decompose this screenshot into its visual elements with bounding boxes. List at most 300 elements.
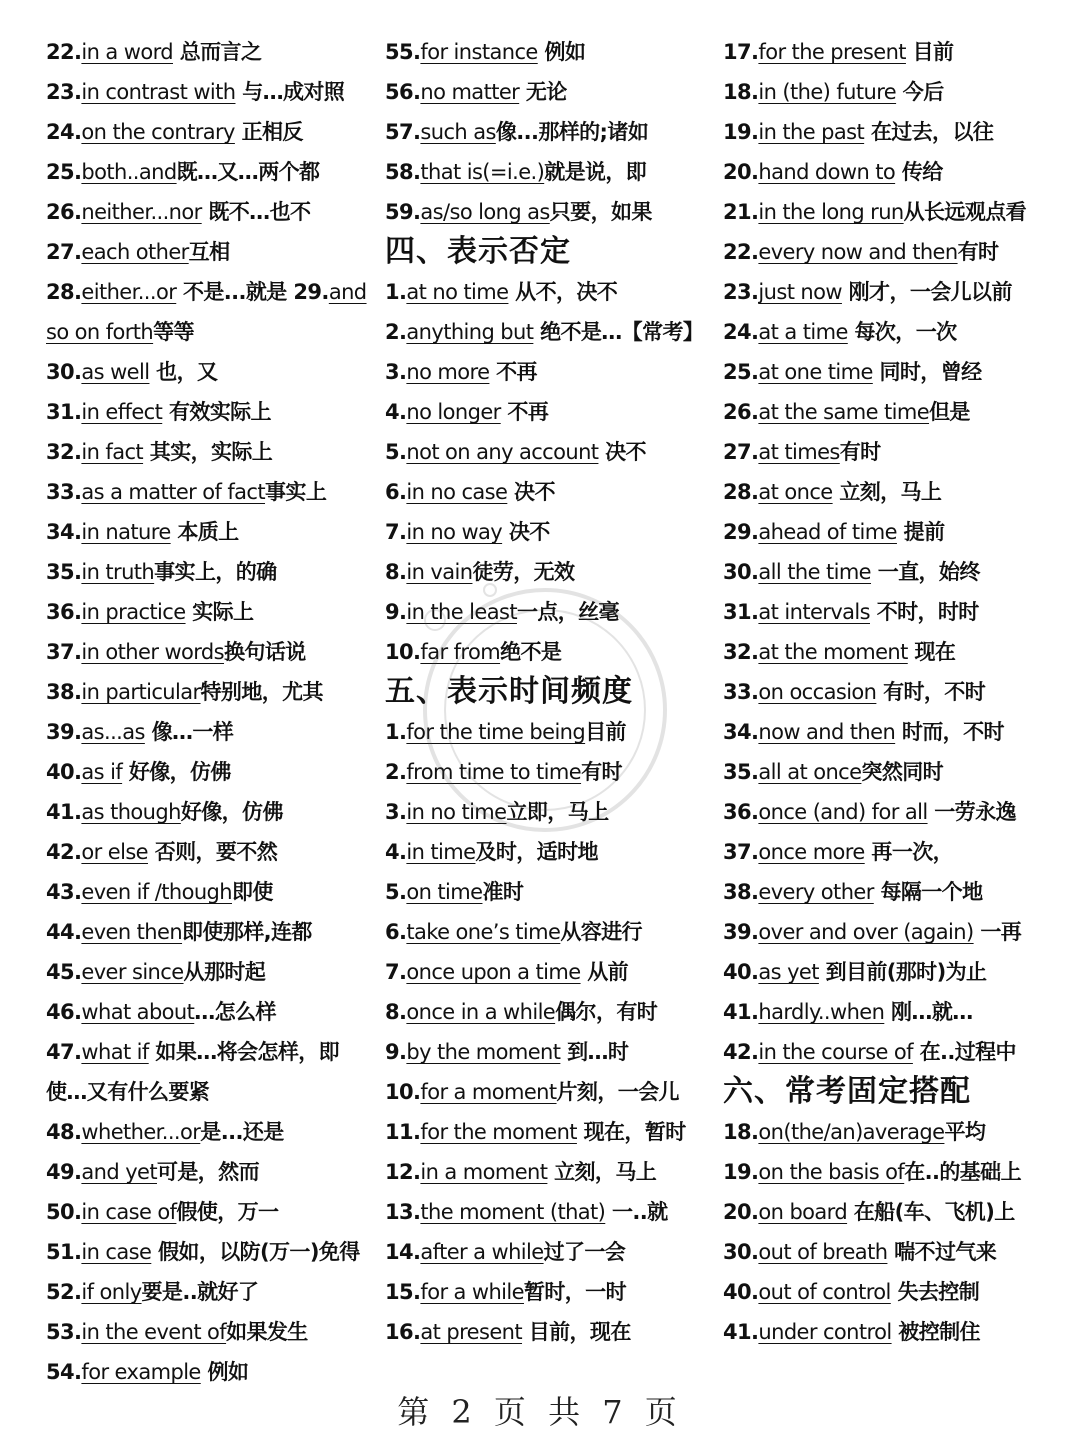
english-phrase: either...or bbox=[81, 280, 177, 304]
chinese-meaning: 不时，时时 bbox=[870, 600, 979, 624]
english-phrase: not on any account bbox=[406, 440, 599, 464]
entry-number: 27. bbox=[46, 240, 82, 264]
english-phrase: in a moment bbox=[420, 1160, 548, 1184]
chinese-meaning: 例如 bbox=[200, 1360, 249, 1384]
entry-number: 52. bbox=[46, 1280, 82, 1304]
entry-number: 37. bbox=[723, 840, 759, 864]
chinese-meaning: 有时 bbox=[839, 440, 881, 464]
english-phrase: on time bbox=[406, 880, 483, 904]
chinese-meaning: 有时，不时 bbox=[876, 680, 986, 704]
chinese-meaning: 片刻，一会儿 bbox=[556, 1080, 679, 1104]
english-phrase: each other bbox=[81, 240, 189, 264]
chinese-meaning: 今后 bbox=[896, 80, 944, 104]
chinese-meaning: 决不 bbox=[598, 440, 646, 464]
entry-number: 36. bbox=[46, 600, 82, 624]
phrase-entry bbox=[385, 1192, 715, 1232]
chinese-meaning: 不再 bbox=[489, 360, 537, 384]
phrase-entry bbox=[385, 1152, 715, 1192]
english-phrase: at times bbox=[758, 440, 840, 464]
chinese-meaning: 徒劳，无效 bbox=[472, 560, 575, 584]
chinese-meaning: 提前 bbox=[896, 520, 945, 544]
chinese-meaning: 从长远观点看 bbox=[903, 200, 1027, 224]
chinese-meaning: 平均 bbox=[944, 1120, 986, 1144]
phrase-entry bbox=[723, 272, 1068, 312]
chinese-meaning: 每隔一个地 bbox=[873, 880, 983, 904]
chinese-meaning: 到目前(那时)为止 bbox=[818, 960, 987, 984]
entry-number: 1. bbox=[385, 280, 407, 304]
chinese-meaning: 准时 bbox=[482, 880, 524, 904]
chinese-meaning: 从前 bbox=[580, 960, 629, 984]
entry-number: 41. bbox=[46, 800, 82, 824]
phrase-entry bbox=[46, 1272, 376, 1312]
chinese-meaning: 再一次， bbox=[864, 840, 954, 864]
entry-number: 6. bbox=[385, 480, 407, 504]
entry-number: 46. bbox=[46, 1000, 82, 1024]
english-phrase: far from bbox=[420, 640, 501, 664]
chinese-meaning: 从不，决不 bbox=[508, 280, 618, 304]
chinese-meaning: 一点，丝毫 bbox=[516, 600, 619, 624]
entry-number: 30. bbox=[723, 560, 759, 584]
english-phrase: hardly..when bbox=[758, 1000, 885, 1024]
phrase-entry bbox=[723, 192, 1068, 232]
chinese-meaning: 好像，仿佛 bbox=[180, 800, 283, 824]
entry-number: 39. bbox=[723, 920, 759, 944]
phrase-entry bbox=[723, 312, 1068, 352]
entry-number: 33. bbox=[46, 480, 82, 504]
entry-number: 38. bbox=[723, 880, 759, 904]
chinese-meaning: 有时 bbox=[957, 240, 999, 264]
entry-number: 57. bbox=[385, 120, 421, 144]
english-phrase: as a matter of fact bbox=[81, 480, 266, 504]
phrase-entry bbox=[385, 392, 715, 432]
phrase-entry bbox=[723, 552, 1068, 592]
chinese-meaning: 可是，然而 bbox=[156, 1160, 259, 1184]
english-phrase: in practice bbox=[81, 600, 186, 624]
entry-number: 42. bbox=[46, 840, 82, 864]
chinese-meaning: 时而，不时 bbox=[895, 720, 1004, 744]
phrase-entry bbox=[46, 1192, 376, 1232]
english-phrase: under control bbox=[758, 1320, 892, 1344]
entry-number: 8. bbox=[385, 1000, 407, 1024]
entry-number: 36. bbox=[723, 800, 759, 824]
phrase-entry bbox=[723, 792, 1068, 832]
chinese-meaning: 在过去，以往 bbox=[864, 120, 994, 144]
english-phrase: just now bbox=[758, 280, 842, 304]
entry-number: 22. bbox=[46, 40, 82, 64]
chinese-meaning: 及时，适时地 bbox=[475, 840, 598, 864]
entry-number: 32. bbox=[723, 640, 759, 664]
chinese-meaning: 不是...就是 29. bbox=[176, 280, 329, 304]
phrase-entry bbox=[385, 192, 715, 232]
entry-number: 56. bbox=[385, 80, 421, 104]
english-phrase: at intervals bbox=[758, 600, 870, 624]
chinese-meaning: 立即，马上 bbox=[506, 800, 609, 824]
entry-number: 33. bbox=[723, 680, 759, 704]
entry-number: 26. bbox=[723, 400, 759, 424]
english-phrase: anything but bbox=[406, 320, 534, 344]
entry-number: 31. bbox=[723, 600, 759, 624]
chinese-meaning: 否则，要不然 bbox=[147, 840, 278, 864]
english-phrase: take one’s time bbox=[406, 920, 561, 944]
entry-number: 24. bbox=[46, 120, 82, 144]
phrase-entry bbox=[46, 232, 376, 272]
chinese-meaning: 正相反 bbox=[234, 120, 303, 144]
phrase-entry bbox=[46, 272, 376, 352]
english-phrase: in the long run bbox=[758, 200, 904, 224]
phrase-entry bbox=[385, 752, 715, 792]
phrase-entry bbox=[46, 392, 376, 432]
english-phrase: no more bbox=[406, 360, 490, 384]
phrase-entry bbox=[46, 1032, 376, 1112]
phrase-entry bbox=[723, 1192, 1068, 1232]
chinese-meaning: 总而言之 bbox=[173, 40, 262, 64]
english-phrase: once more bbox=[758, 840, 865, 864]
entry-number: 18. bbox=[723, 80, 759, 104]
phrase-entry bbox=[385, 792, 715, 832]
english-phrase: hand down to bbox=[758, 160, 896, 184]
phrase-entry bbox=[46, 832, 376, 872]
entry-number: 54. bbox=[46, 1360, 82, 1384]
english-phrase: in no time bbox=[406, 800, 507, 824]
phrase-entry bbox=[723, 1032, 1068, 1072]
chinese-meaning: 被控制住 bbox=[891, 1320, 980, 1344]
english-phrase: ahead of time bbox=[758, 520, 897, 544]
entry-number: 24. bbox=[723, 320, 759, 344]
chinese-meaning: 实际上 bbox=[185, 600, 254, 624]
chinese-meaning: 从那时起 bbox=[183, 960, 266, 984]
english-phrase: in case bbox=[81, 1240, 152, 1264]
phrase-entry bbox=[46, 72, 376, 112]
entry-number: 12. bbox=[385, 1160, 421, 1184]
column-1 bbox=[46, 32, 376, 1392]
entry-number: 7. bbox=[385, 960, 407, 984]
chinese-meaning: 现在，暂时 bbox=[576, 1120, 686, 1144]
chinese-meaning: 互相 bbox=[188, 240, 230, 264]
column-2 bbox=[385, 32, 715, 1352]
english-phrase: in no case bbox=[406, 480, 508, 504]
english-phrase: for the time being bbox=[406, 720, 586, 744]
chinese-meaning: 既…又…两个都 bbox=[176, 160, 320, 184]
entry-number: 43. bbox=[46, 880, 82, 904]
chinese-meaning: 一..就 bbox=[605, 1200, 668, 1224]
english-phrase: over and over (again) bbox=[758, 920, 974, 944]
english-phrase: in contrast with bbox=[81, 80, 236, 104]
phrase-entry bbox=[385, 32, 715, 72]
english-phrase: from time to time bbox=[406, 760, 582, 784]
phrase-entry bbox=[385, 512, 715, 552]
entry-number: 6. bbox=[385, 920, 407, 944]
chinese-meaning: 在船(车、飞机)上 bbox=[847, 1200, 1015, 1224]
english-phrase: ever since bbox=[81, 960, 184, 984]
phrase-entry bbox=[385, 872, 715, 912]
phrase-entry bbox=[46, 472, 376, 512]
english-phrase: on the contrary bbox=[81, 120, 235, 144]
english-phrase: as...as bbox=[81, 720, 145, 744]
chinese-meaning: 不再 bbox=[500, 400, 549, 424]
phrase-entry bbox=[385, 1232, 715, 1272]
phrase-entry bbox=[723, 472, 1068, 512]
entry-number: 30. bbox=[723, 1240, 759, 1264]
phrase-entry bbox=[46, 752, 376, 792]
english-phrase: by the moment bbox=[406, 1040, 561, 1064]
chinese-meaning: 每次，一次 bbox=[847, 320, 957, 344]
phrase-entry bbox=[723, 72, 1068, 112]
phrase-entry bbox=[385, 112, 715, 152]
phrase-entry bbox=[723, 872, 1068, 912]
english-phrase: in (the) future bbox=[758, 80, 897, 104]
chinese-meaning: 暂时，一时 bbox=[523, 1280, 626, 1304]
chinese-meaning: 例如 bbox=[537, 40, 586, 64]
phrase-entry bbox=[46, 912, 376, 952]
chinese-meaning: 目前 bbox=[905, 40, 954, 64]
phrase-entry bbox=[385, 1272, 715, 1312]
english-phrase: if only bbox=[81, 1280, 142, 1304]
entry-number: 32. bbox=[46, 440, 82, 464]
english-phrase: on the basis of bbox=[758, 1160, 905, 1184]
chinese-meaning: 本质上 bbox=[170, 520, 239, 544]
phrase-entry bbox=[723, 632, 1068, 672]
entry-number: 27. bbox=[723, 440, 759, 464]
phrase-entry bbox=[46, 792, 376, 832]
entry-number: 10. bbox=[385, 1080, 421, 1104]
english-phrase: whether...or bbox=[81, 1120, 201, 1144]
phrase-entry bbox=[46, 1112, 376, 1152]
english-phrase: as well bbox=[81, 360, 150, 384]
entry-number: 8. bbox=[385, 560, 407, 584]
phrase-entry bbox=[385, 1312, 715, 1352]
chinese-meaning: 立刻，马上 bbox=[832, 480, 942, 504]
phrase-entry bbox=[723, 432, 1068, 472]
entry-number: 16. bbox=[385, 1320, 421, 1344]
phrase-entry bbox=[46, 552, 376, 592]
entry-number: 19. bbox=[723, 120, 759, 144]
entry-number: 45. bbox=[46, 960, 82, 984]
entry-number: 18. bbox=[723, 1120, 759, 1144]
phrase-entry bbox=[385, 1032, 715, 1072]
english-phrase: at the same time bbox=[758, 400, 930, 424]
english-phrase: neither...nor bbox=[81, 200, 202, 224]
entry-number: 47. bbox=[46, 1040, 82, 1064]
english-phrase: every now and then bbox=[758, 240, 958, 264]
entry-number: 3. bbox=[385, 800, 407, 824]
phrase-entry bbox=[385, 912, 715, 952]
section-heading: 五、表示时间频度 bbox=[385, 674, 633, 709]
english-phrase: such as bbox=[420, 120, 496, 144]
chinese-meaning: 既不…也不 bbox=[201, 200, 311, 224]
chinese-meaning: 等等 bbox=[153, 320, 194, 344]
english-phrase: for the present bbox=[758, 40, 906, 64]
phrase-entry bbox=[723, 232, 1068, 272]
english-phrase: in the past bbox=[758, 120, 865, 144]
chinese-meaning: 但是 bbox=[929, 400, 970, 424]
phrase-entry bbox=[46, 432, 376, 472]
entry-number: 25. bbox=[46, 160, 82, 184]
english-phrase: as though bbox=[81, 800, 181, 824]
entry-number: 22. bbox=[723, 240, 759, 264]
entry-number: 15. bbox=[385, 1280, 421, 1304]
phrase-entry bbox=[385, 312, 715, 352]
chinese-meaning: 是...还是 bbox=[200, 1120, 284, 1144]
english-phrase: at a time bbox=[758, 320, 848, 344]
chinese-meaning: 失去控制 bbox=[890, 1280, 980, 1304]
chinese-meaning: 一劳永逸 bbox=[927, 800, 1016, 824]
entry-number: 38. bbox=[46, 680, 82, 704]
chinese-meaning: 偶尔，有时 bbox=[555, 1000, 658, 1024]
phrase-entry bbox=[723, 512, 1068, 552]
phrase-entry bbox=[46, 1312, 376, 1352]
phrase-entry bbox=[46, 192, 376, 232]
chinese-meaning: 特别地，尤其 bbox=[200, 680, 323, 704]
phrase-entry bbox=[723, 1272, 1068, 1312]
phrase-entry bbox=[46, 152, 376, 192]
phrase-entry bbox=[46, 352, 376, 392]
chinese-meaning: 有效实际上 bbox=[162, 400, 271, 424]
english-phrase: or else bbox=[81, 840, 148, 864]
chinese-meaning: 假使，万一 bbox=[176, 1200, 279, 1224]
entry-number: 41. bbox=[723, 1000, 759, 1024]
chinese-meaning: 在..的基础上 bbox=[904, 1160, 1021, 1184]
phrase-entry bbox=[46, 992, 376, 1032]
entry-number: 10. bbox=[385, 640, 421, 664]
chinese-meaning: 也，又 bbox=[149, 360, 218, 384]
chinese-meaning: 像...那样的;诸如 bbox=[495, 120, 649, 144]
english-phrase: as/so long as bbox=[420, 200, 550, 224]
chinese-meaning: 传给 bbox=[895, 160, 943, 184]
entry-number: 42. bbox=[723, 1040, 759, 1064]
english-phrase: in the course of bbox=[758, 1040, 913, 1064]
english-phrase: in nature bbox=[81, 520, 171, 544]
entry-number: 30. bbox=[46, 360, 82, 384]
section-heading: 四、表示否定 bbox=[385, 234, 571, 269]
entry-number: 55. bbox=[385, 40, 421, 64]
english-phrase: what about bbox=[81, 1000, 195, 1024]
entry-number: 40. bbox=[723, 960, 759, 984]
entry-number: 44. bbox=[46, 920, 82, 944]
phrase-entry bbox=[723, 912, 1068, 952]
english-phrase: on board bbox=[758, 1200, 848, 1224]
english-phrase: out of control bbox=[758, 1280, 891, 1304]
entry-number: 53. bbox=[46, 1320, 82, 1344]
english-phrase: at one time bbox=[758, 360, 873, 384]
phrase-entry bbox=[46, 1152, 376, 1192]
entry-number: 14. bbox=[385, 1240, 421, 1264]
phrase-entry bbox=[723, 752, 1068, 792]
phrase-entry bbox=[46, 512, 376, 552]
entry-number: 2. bbox=[385, 760, 407, 784]
phrase-entry bbox=[723, 1152, 1068, 1192]
english-phrase: as if bbox=[81, 760, 123, 784]
entry-number: 35. bbox=[46, 560, 82, 584]
chinese-meaning: 在..过程中 bbox=[912, 1040, 1016, 1064]
entry-number: 9. bbox=[385, 600, 407, 624]
chinese-meaning: 其实，实际上 bbox=[143, 440, 273, 464]
entry-number: 39. bbox=[46, 720, 82, 744]
english-phrase: at the moment bbox=[758, 640, 908, 664]
english-phrase: no longer bbox=[406, 400, 501, 424]
entry-number: 13. bbox=[385, 1200, 421, 1224]
phrase-entry bbox=[723, 1232, 1068, 1272]
english-phrase: in truth bbox=[81, 560, 155, 584]
english-phrase: in the least bbox=[406, 600, 517, 624]
entry-number: 17. bbox=[723, 40, 759, 64]
entry-number: 3. bbox=[385, 360, 407, 384]
english-phrase: as yet bbox=[758, 960, 819, 984]
chinese-meaning: 过了一会 bbox=[543, 1240, 626, 1264]
chinese-meaning: 从容进行 bbox=[560, 920, 642, 944]
english-phrase: after a while bbox=[420, 1240, 544, 1264]
phrase-entry bbox=[723, 952, 1068, 992]
entry-number: 23. bbox=[46, 80, 82, 104]
english-phrase: once upon a time bbox=[406, 960, 581, 984]
english-phrase: in other words bbox=[81, 640, 225, 664]
phrase-entry bbox=[385, 712, 715, 752]
chinese-meaning: 如果发生 bbox=[226, 1320, 308, 1344]
entry-number: 48. bbox=[46, 1120, 82, 1144]
column-3 bbox=[723, 32, 1068, 1352]
phrase-entry bbox=[385, 352, 715, 392]
entry-number: 50. bbox=[46, 1200, 82, 1224]
entry-number: 11. bbox=[385, 1120, 421, 1144]
phrase-entry bbox=[723, 832, 1068, 872]
entry-number: 7. bbox=[385, 520, 407, 544]
english-phrase: at no time bbox=[406, 280, 509, 304]
chinese-meaning: 决不 bbox=[502, 520, 550, 544]
english-phrase: that is(=i.e.) bbox=[420, 160, 545, 184]
phrase-entry bbox=[385, 1072, 715, 1112]
entry-number: 26. bbox=[46, 200, 82, 224]
english-phrase: all at once bbox=[758, 760, 862, 784]
chinese-meaning: 好像，仿佛 bbox=[122, 760, 231, 784]
english-phrase: in a word bbox=[81, 40, 173, 64]
chinese-meaning: 刚才，一会儿以前 bbox=[841, 280, 1012, 304]
entry-number: 58. bbox=[385, 160, 421, 184]
phrase-entry bbox=[46, 632, 376, 672]
phrase-entry bbox=[46, 712, 376, 752]
phrase-entry bbox=[46, 112, 376, 152]
entry-number: 21. bbox=[723, 200, 759, 224]
phrase-entry bbox=[723, 1312, 1068, 1352]
english-phrase: for a while bbox=[420, 1280, 524, 1304]
phrase-entry bbox=[723, 672, 1068, 712]
entry-number: 59. bbox=[385, 200, 421, 224]
english-phrase: even if /though bbox=[81, 880, 232, 904]
english-phrase: in case of bbox=[81, 1200, 177, 1224]
english-phrase: at once bbox=[758, 480, 833, 504]
entry-number: 23. bbox=[723, 280, 759, 304]
entry-number: 51. bbox=[46, 1240, 82, 1264]
chinese-meaning: …怎么样 bbox=[194, 1000, 276, 1024]
phrase-entry bbox=[723, 592, 1068, 632]
entry-number: 28. bbox=[46, 280, 82, 304]
phrase-entry bbox=[46, 1352, 376, 1392]
chinese-meaning: 决不 bbox=[507, 480, 555, 504]
chinese-meaning: 同时，曾经 bbox=[872, 360, 982, 384]
chinese-meaning: 刚…就… bbox=[884, 1000, 973, 1024]
chinese-meaning: 现在 bbox=[907, 640, 956, 664]
entry-number: 1. bbox=[385, 720, 407, 744]
entry-number: 4. bbox=[385, 840, 407, 864]
phrase-entry bbox=[46, 32, 376, 72]
phrase-entry bbox=[385, 472, 715, 512]
phrase-entry bbox=[385, 152, 715, 192]
chinese-meaning: 立刻，马上 bbox=[547, 1160, 657, 1184]
english-phrase: in particular bbox=[81, 680, 201, 704]
phrase-entry bbox=[723, 992, 1068, 1032]
chinese-meaning: 突然同时 bbox=[861, 760, 944, 784]
entry-number: 31. bbox=[46, 400, 82, 424]
english-phrase: once (and) for all bbox=[758, 800, 928, 824]
english-phrase: the moment (that) bbox=[420, 1200, 606, 1224]
